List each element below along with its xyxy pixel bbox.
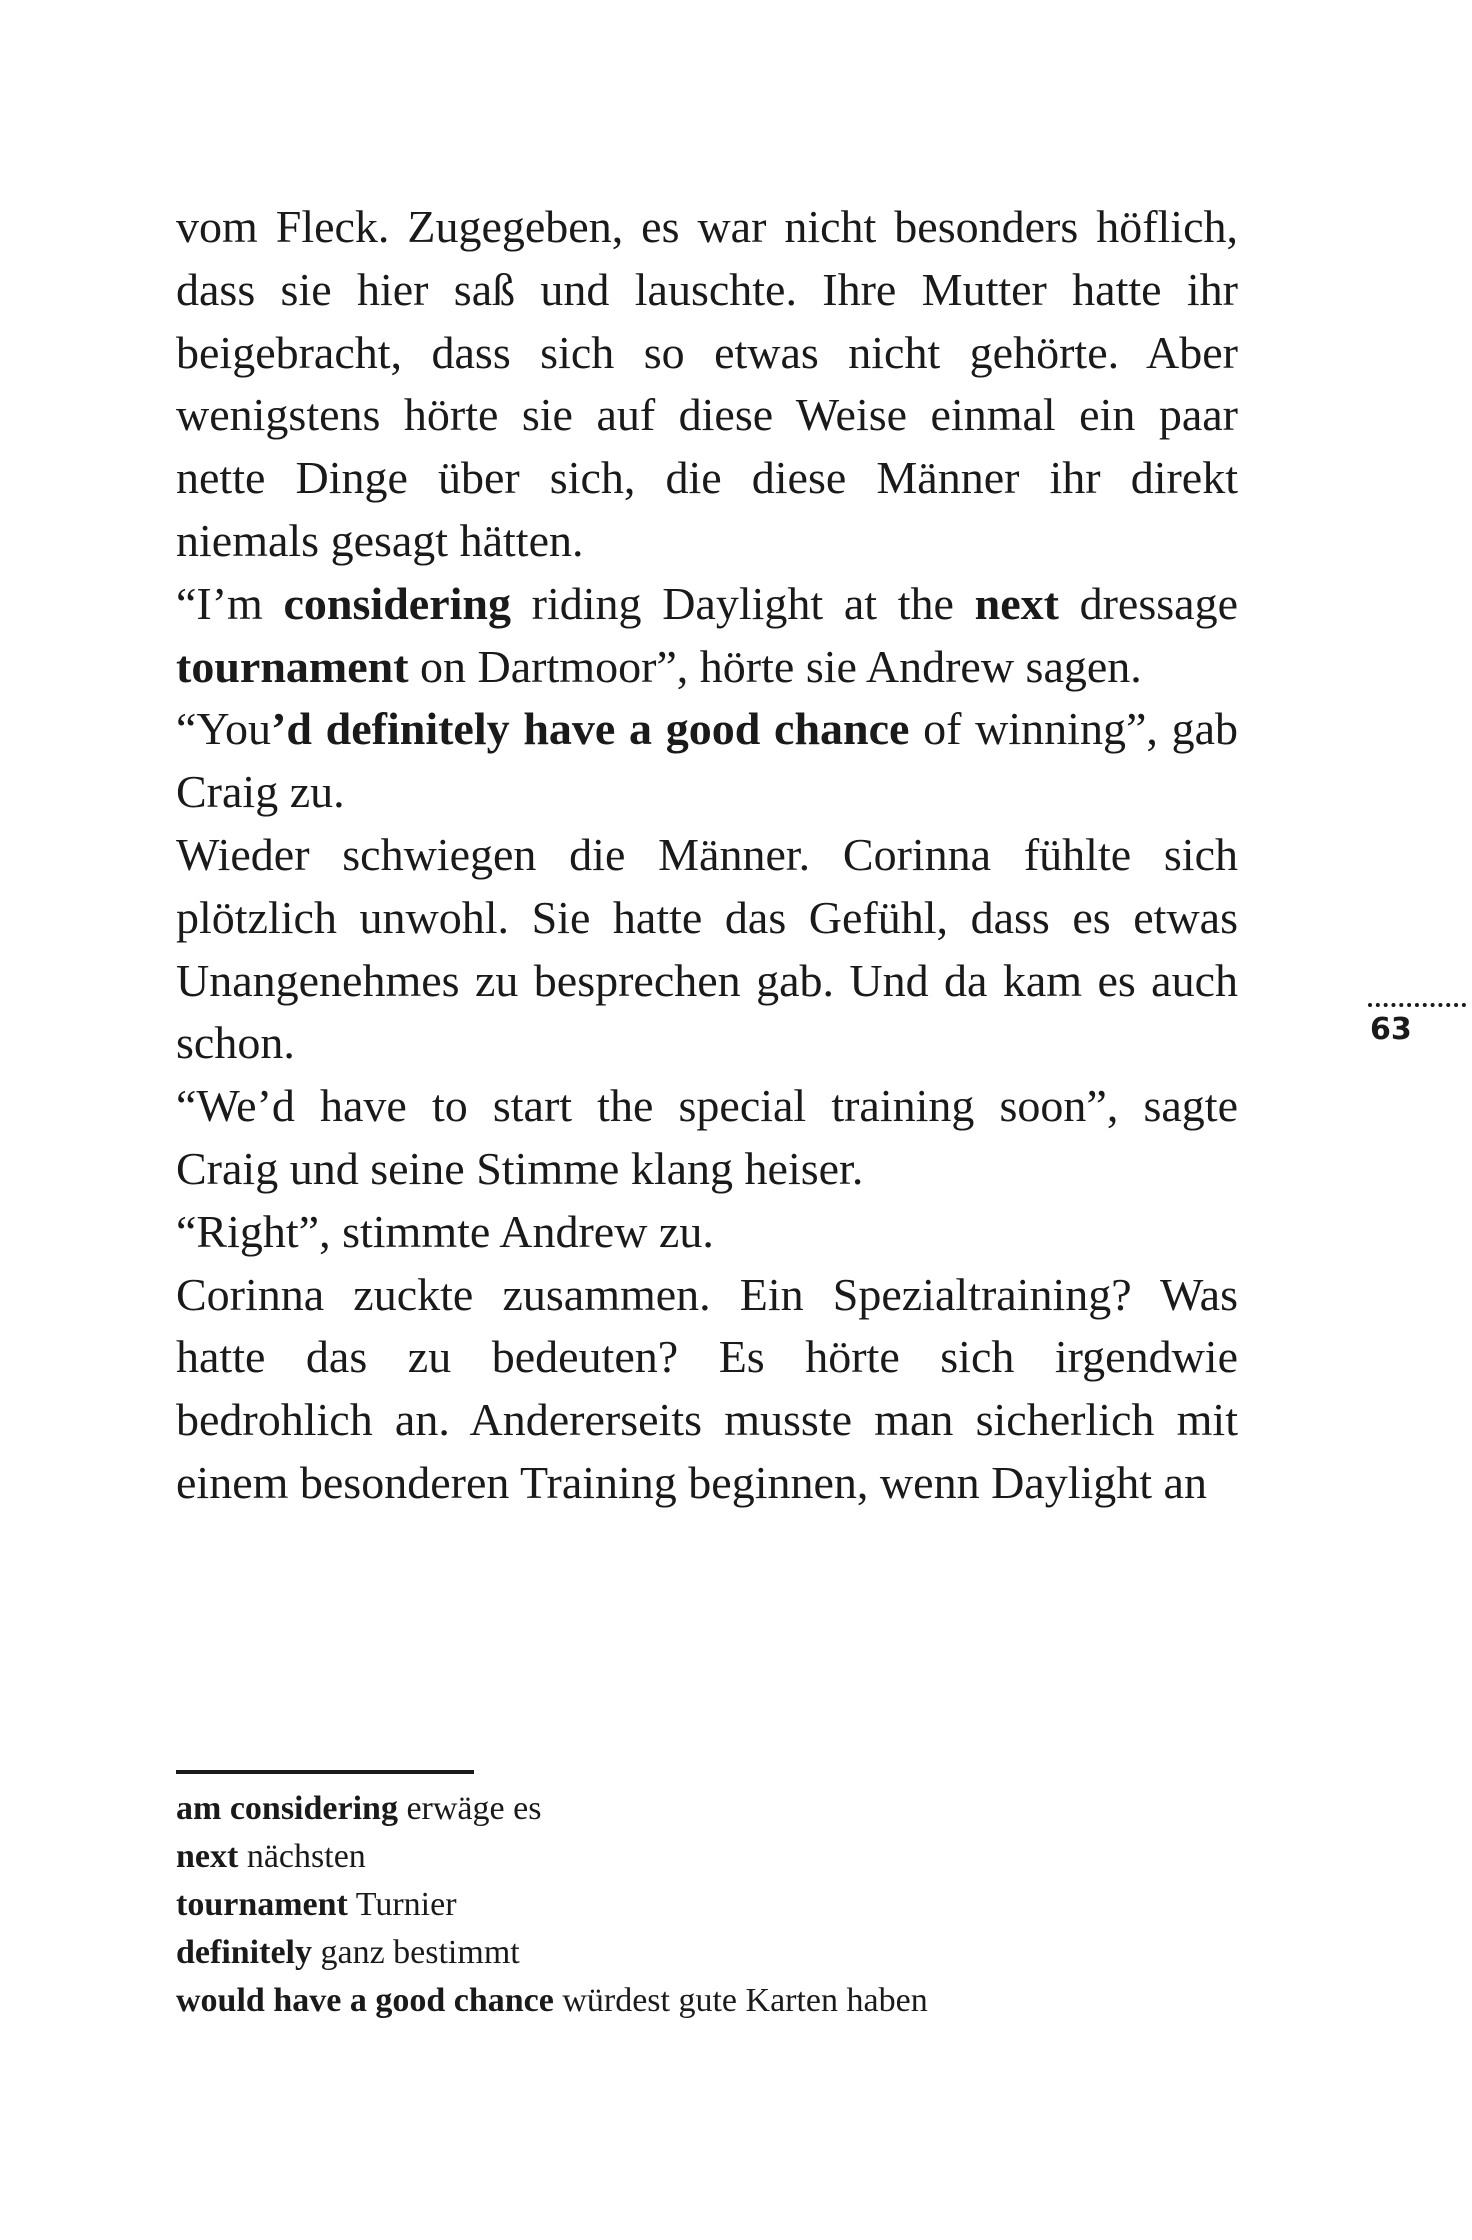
paragraph bbox=[176, 1264, 1238, 1515]
glossary-entry bbox=[176, 1881, 1276, 1929]
glossary-translation: erwäge es bbox=[406, 1790, 542, 1827]
glossary-entry bbox=[176, 1977, 1276, 2025]
glossary-term: tournament bbox=[176, 1886, 348, 1923]
vocab-highlight: next bbox=[974, 577, 1059, 629]
glossary-translation: ganz bestimmt bbox=[320, 1934, 520, 1971]
glossary-term: would have a good chance bbox=[176, 1982, 554, 2019]
text-run: of winning”, gab Craig zu. bbox=[176, 703, 1238, 818]
paragraph bbox=[176, 1201, 1238, 1264]
folio-dotted-rule bbox=[1368, 1003, 1466, 1007]
glossary-translation: würdest gute Karten haben bbox=[562, 1982, 928, 2019]
glossary-entry bbox=[176, 1929, 1276, 1977]
text-run: vom Fleck. Zugegeben, es war nicht besonders höflich, dass sie hier saß und lauschte. Ihre Mutter hatte ihr beigebracht, dass sich so etwas nicht gehörte. Aber wenigstens hörte sie auf diese Weise einmal ein paar nette Dinge über sich, die diese Männer ihr direkt niemals gesagt hätten. bbox=[176, 201, 1238, 566]
page-number: 63 bbox=[1370, 1012, 1412, 1047]
page-folio bbox=[1368, 1003, 1468, 1047]
vocab-highlight: ’d definitely have a good chance bbox=[271, 703, 910, 755]
text-run: on Dartmoor”, hörte sie Andrew sagen. bbox=[408, 640, 1142, 692]
glossary-entry bbox=[176, 1833, 1276, 1881]
paragraph bbox=[176, 824, 1238, 1075]
glossary-term: am considering bbox=[176, 1790, 398, 1827]
paragraph bbox=[176, 573, 1238, 699]
paragraph bbox=[176, 1075, 1238, 1201]
text-run: “We’d have to start the special training soon”, sagte Craig und seine Stimme klang heiser. bbox=[176, 1080, 1238, 1194]
text-run: “You bbox=[176, 703, 272, 755]
text-run: “I’m bbox=[176, 577, 284, 629]
text-run: dressage bbox=[1058, 577, 1238, 629]
vocab-highlight: considering bbox=[283, 577, 511, 629]
glossary-term: definitely bbox=[176, 1934, 312, 1971]
footnote-rule bbox=[176, 1770, 474, 1774]
glossary-translation: nächsten bbox=[246, 1838, 366, 1875]
glossary-entry bbox=[176, 1785, 1276, 1833]
text-run: “Right”, stimmte Andrew zu. bbox=[176, 1205, 714, 1257]
vocab-highlight: tournament bbox=[176, 640, 409, 692]
text-run: Wieder schwiegen die Männer. Corinna fühlte sich plötzlich unwohl. Sie hatte das Gefühl, dass es etwas Unangenehmes zu besprechen gab. Und da kam es auch schon. bbox=[176, 828, 1238, 1069]
text-run: Corinna zuckte zusammen. Ein Spezialtraining? Was hatte das zu bedeuten? Es hörte sich irgendwie bedrohlich an. Andererseits musste man sicherlich mit einem besonderen Training beginnen, wenn Daylight an bbox=[176, 1268, 1238, 1508]
paragraph bbox=[176, 698, 1238, 824]
paragraph bbox=[176, 196, 1238, 573]
glossary-term: next bbox=[176, 1838, 239, 1875]
glossary bbox=[176, 1785, 1276, 2025]
main-text bbox=[176, 196, 1238, 1515]
glossary-translation: Turnier bbox=[355, 1886, 457, 1923]
text-run: riding Daylight at the bbox=[510, 577, 975, 629]
